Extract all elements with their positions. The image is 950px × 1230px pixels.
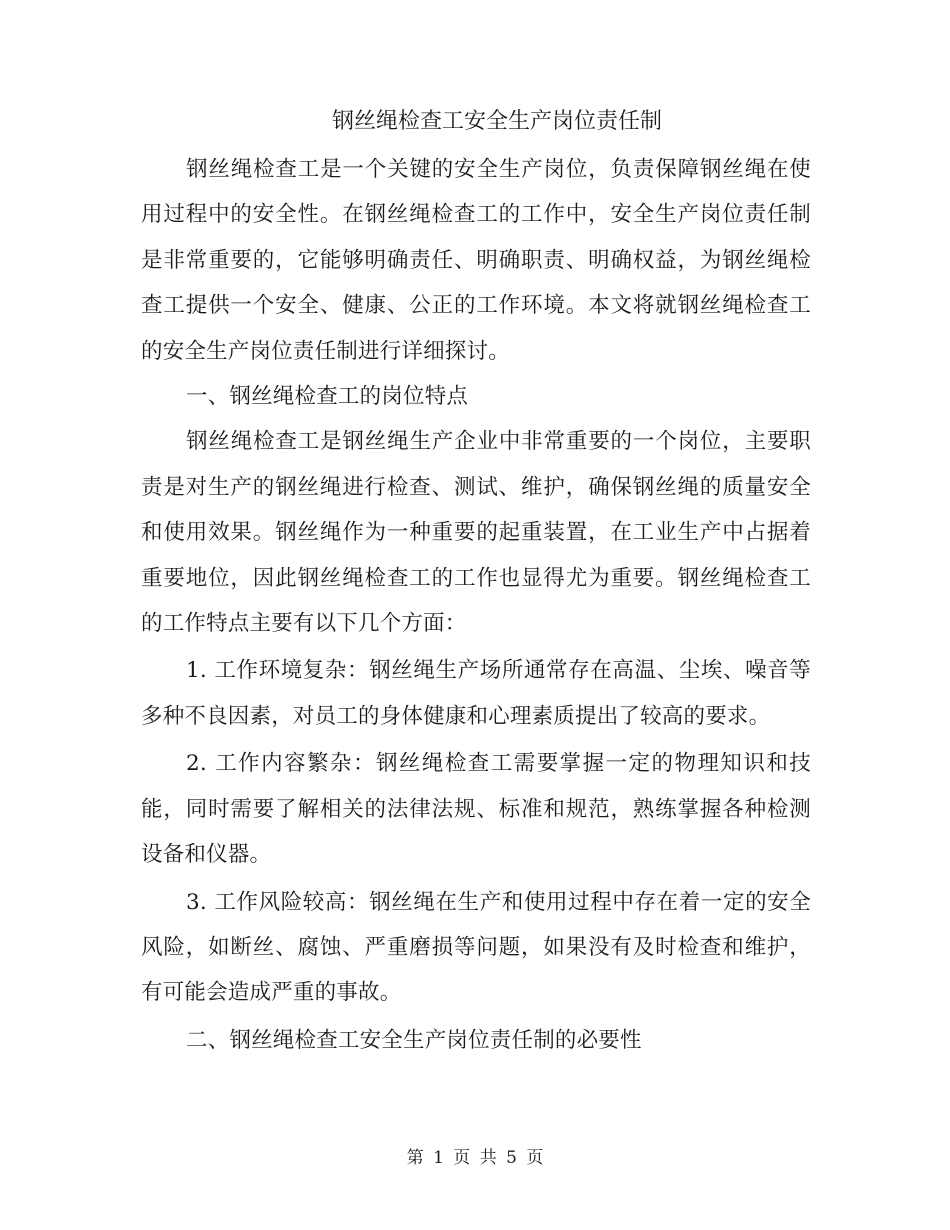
section-heading-1: 一、钢丝绳检查工的岗位特点 [186,384,469,410]
paragraph-job-features: 钢丝绳检查工是钢丝绳生产企业中非常重要的一个岗位，主要职责是对生产的钢丝绳进行检查、测试、维护，确保钢丝绳的质量安全和使用效果。钢丝绳作为一种重要的起重装置，在工业生产中占据着重要地位，因此钢丝绳检查工的工作也显得尤为重要。钢丝绳检查工的工作特点主要有以下几个方面： [141,429,811,637]
section-heading-2: 二、钢丝绳检查工安全生产岗位责任制的必要性 [186,1027,642,1053]
document-title: 钢丝绳检查工安全生产岗位责任制 [331,109,662,134]
list-item-2: 2. 工作内容繁杂：钢丝绳检查工需要掌握一定的物理知识和技能，同时需要了解相关的法律法规、标准和规范，熟练掌握各种检测设备和仪器。 [141,751,811,868]
document-body [141,147,811,1063]
list-item-1: 1. 工作环境复杂：钢丝绳生产场所通常存在高温、尘埃、噪音等多种不良因素，对员工的身体健康和心理素质提出了较高的要求。 [141,658,811,729]
paragraph-intro: 钢丝绳检查工是一个关键的安全生产岗位，负责保障钢丝绳在使用过程中的安全性。在钢丝绳检查工的工作中，安全生产岗位责任制是非常重要的，它能够明确责任、明确职责、明确权益，为钢丝绳检查工提供一个安全、健康、公正的工作环境。本文将就钢丝绳检查工的安全生产岗位责任制进行详细探讨。 [141,157,811,364]
list-item-3: 3. 工作风险较高：钢丝绳在生产和使用过程中存在着一定的安全风险，如断丝、腐蚀、严重磨损等问题，如果没有及时检查和维护，有可能会造成严重的事故。 [141,889,811,1006]
page-footer: 第 1 页 共 5 页 [406,1148,544,1168]
